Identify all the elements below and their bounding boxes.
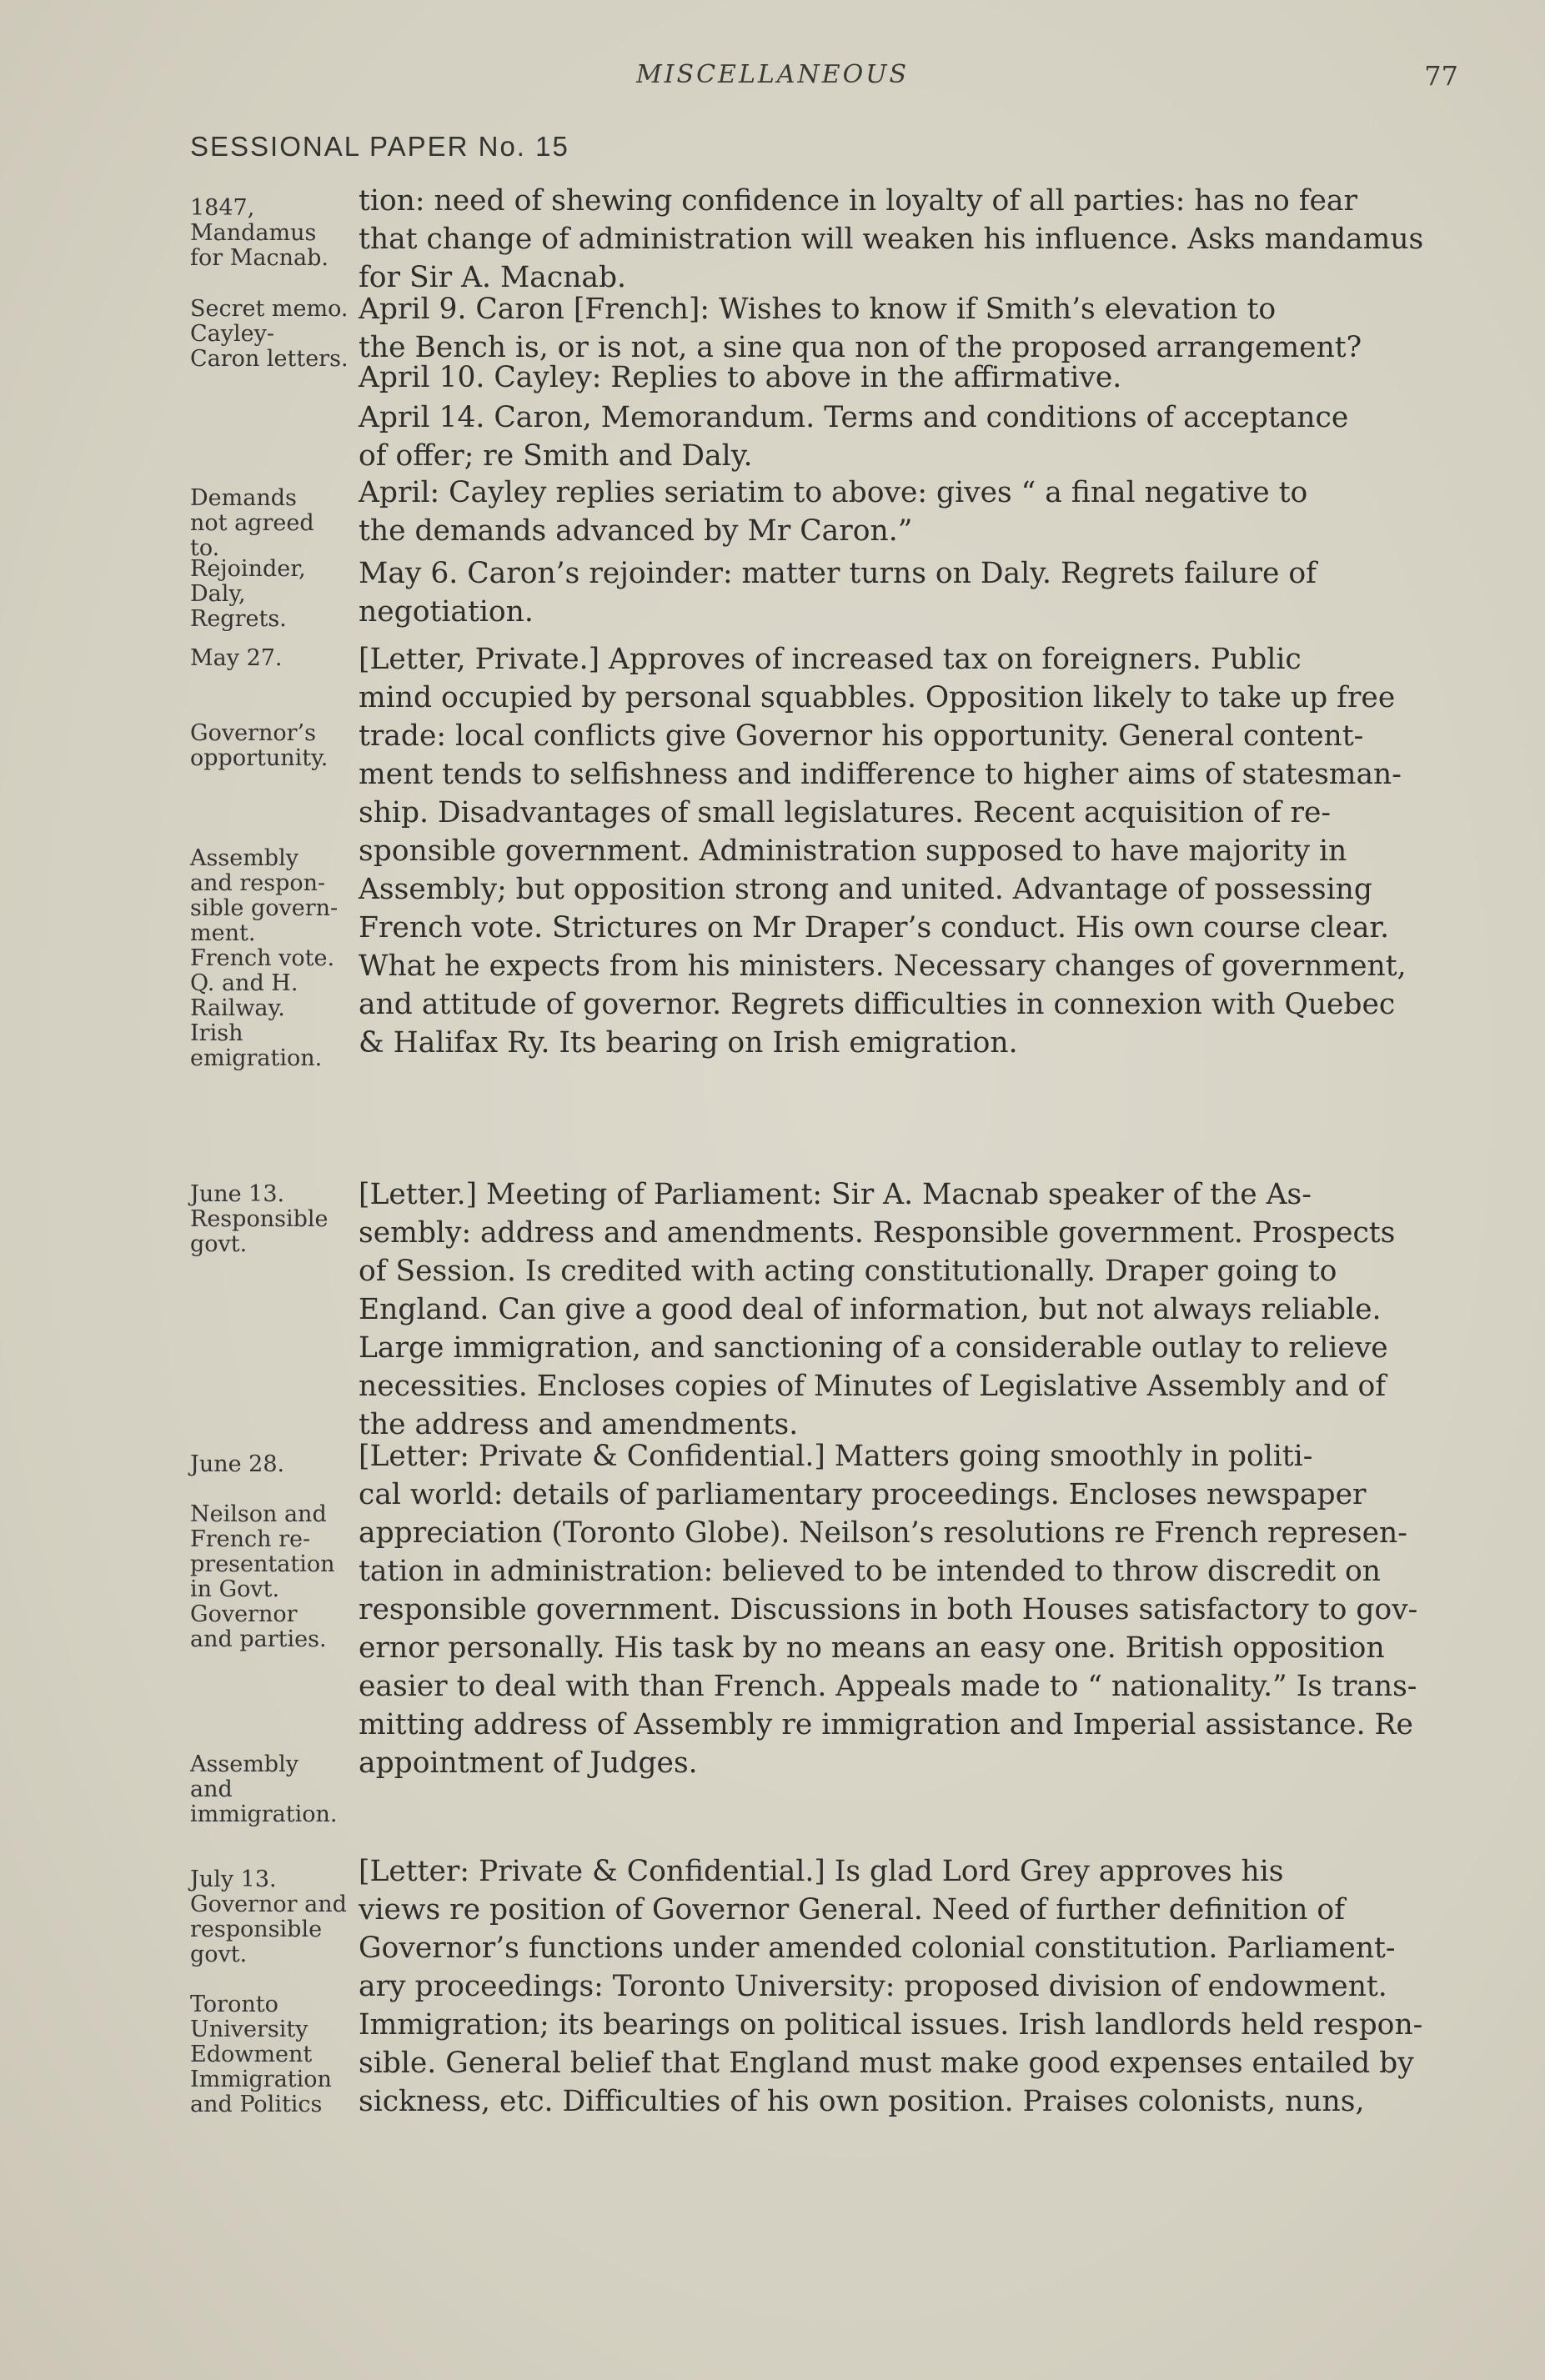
margin-note-line: Toronto [190,1992,278,2017]
text-line: April 10. Cayley: Replies to above in the affirmative. [359,361,1122,394]
margin-note-line [190,1652,361,1677]
margin-note-line: opportunity. [190,745,329,771]
text-line: ernor personally. His task by no means an easy one. British opposition [359,1631,1385,1665]
margin-note-line: University [190,2017,308,2042]
margin-note-line: Mandamus [190,220,317,246]
margin-note-line: not agreed [190,510,314,536]
margin-note-line: Responsible [190,1206,329,1232]
margin-note-line: Regrets. [190,606,287,632]
margin-note-line: French vote. [190,945,335,971]
text-line: for Sir A. Macnab. [359,261,627,294]
entry-paragraph [359,1437,1447,1782]
margin-note-line [190,1967,361,1992]
margin-note-line: Caron letters. [190,346,349,372]
margin-note-line: Governor and [190,1891,347,1917]
text-line: tion: need of shewing confidence in loyalty of all parties: has no fear [359,184,1357,218]
margin-note-line [190,1702,361,1727]
margin-note-line: to. [190,535,220,561]
margin-note [190,1452,361,1827]
margin-note-line: Neilson and [190,1501,327,1527]
margin-note-line [190,696,361,721]
text-line: necessities. Encloses copies of Minutes of Legislative Assembly and of [359,1370,1387,1403]
text-line: Immigration; its bearings on political issues. Irish landlords held respon- [359,2008,1423,2042]
margin-note-line: and Politics [190,2092,323,2117]
text-line: April: Cayley replies seriatim to above: gives “ a final negative to [359,476,1308,509]
margin-note-line: Secret memo. [190,296,349,322]
margin-note-line: Governor [190,1601,298,1627]
margin-note-line: Edowment [190,2042,313,2067]
text-line: & Halifax Ry. Its bearing on Irish emigration. [359,1026,1018,1060]
text-line: sponsible government. Administration supposed to have majority in [359,834,1347,868]
margin-note-line: and [190,1776,233,1802]
text-line: French vote. Strictures on Mr Draper’s conduct. His own course clear. [359,911,1390,944]
text-line: that change of administration will weaken his influence. Asks mandamus [359,223,1424,256]
entry-paragraph [359,398,1447,475]
margin-note-line: July 13. [190,1866,277,1892]
margin-note [190,196,361,271]
text-line: [Letter: Private & Confidential.] Is glad Lord Grey approves his [359,1855,1284,1888]
text-line: mitting address of Assembly re immigration and Imperial assistance. Re [359,1708,1413,1741]
text-line: sible. General belief that England must make good expenses entailed by [359,2047,1414,2080]
entry-paragraph [359,182,1447,297]
entry-paragraph [359,1852,1447,2121]
margin-note-line: ment. [190,920,256,946]
margin-note [190,1182,361,1257]
text-line: ment tends to selfishness and indifference to higher aims of statesman- [359,758,1402,791]
margin-note-line: 1847, [190,195,255,221]
margin-note-line: Assembly [190,845,298,871]
margin-note-line: govt. [190,1231,248,1257]
margin-note [190,646,361,1071]
margin-note-line [190,1477,361,1502]
margin-note-line: govt. [190,1942,248,1967]
text-line: ship. Disadvantages of small legislatures. Recent acquisition of re- [359,796,1332,829]
margin-note-line: and respon- [190,870,326,896]
text-line: views re position of Governor General. Need of further definition of [359,1893,1345,1927]
text-line: [Letter, Private.] Approves of increased tax on foreigners. Public [359,643,1302,676]
entry-paragraph [359,640,1447,1062]
text-line: of offer; re Smith and Daly. [359,439,753,473]
text-line: Large immigration, and sanctioning of a considerable outlay to relieve [359,1331,1388,1365]
margin-note-line: and parties. [190,1626,327,1652]
margin-note-line [190,796,361,821]
entry-paragraph [359,1175,1447,1444]
text-line: England. Can give a good deal of information, but not always reliable. [359,1293,1382,1326]
margin-note-line [190,821,361,846]
margin-note-line: Demands [190,485,297,511]
text-line: May 6. Caron’s rejoinder: matter turns on Daly. Regrets failure of [359,557,1317,590]
margin-note-line: June 28. [190,1451,285,1477]
text-line: responsible government. Discussions in both Houses satisfactory to gov- [359,1593,1418,1626]
margin-note-line: June 13. [190,1181,285,1207]
entry-paragraph [359,358,1447,397]
margin-note-line: for Macnab. [190,245,329,271]
margin-note-line [190,671,361,696]
margin-note-line: sible govern- [190,895,339,921]
margin-note-line: Governor’s [190,720,316,746]
margin-note-line: emigration. [190,1045,323,1071]
page-number: 77 [1424,60,1458,92]
text-line: of Session. Is credited with acting constitutionally. Draper going to [359,1255,1337,1288]
text-line: mind occupied by personal squabbles. Opposition likely to take up free [359,681,1396,714]
margin-note-line: Irish [190,1020,243,1046]
text-line: [Letter.] Meeting of Parliament: Sir A. Macnab speaker of the As- [359,1178,1312,1211]
text-line: negotiation. [359,595,534,629]
text-line: Governor’s functions under amended colonial constitution. Parliament- [359,1932,1396,1965]
margin-note-line: Q. and H. [190,970,298,996]
text-line: April 9. Caron [French]: Wishes to know if Smith’s elevation to [359,293,1277,326]
text-line: appreciation (Toronto Globe). Neilson’s resolutions re French represen- [359,1516,1407,1550]
text-line: cal world: details of parliamentary proceedings. Encloses newspaper [359,1478,1367,1511]
text-line: ary proceedings: Toronto University: proposed division of endowment. [359,1970,1387,2003]
margin-note-line: Assembly [190,1751,298,1777]
margin-note [190,486,361,561]
margin-note-line: Daly, [190,581,246,607]
margin-note-line: May 27. [190,645,283,671]
text-line: appointment of Judges. [359,1746,698,1780]
text-line: Assembly; but opposition strong and united. Advantage of possessing [359,873,1372,906]
text-line: the address and amendments. [359,1408,799,1441]
margin-note-line: Cayley- [190,321,274,347]
margin-note-line: Railway. [190,995,285,1021]
sessional-paper-label: SESSIONAL PAPER No. 15 [190,131,569,162]
text-line: [Letter: Private & Confidential.] Matters going smoothly in politi- [359,1440,1313,1473]
entry-paragraph [359,290,1447,367]
margin-note-line [190,771,361,796]
text-line: April 14. Caron, Memorandum. Terms and conditions of acceptance [359,401,1349,434]
margin-note-line [190,1727,361,1752]
margin-note [190,557,361,632]
margin-note-line: Immigration [190,2067,332,2092]
margin-note [190,1867,361,2117]
text-line: the Bench is, or is not, a sine qua non of the proposed arrangement? [359,331,1362,364]
text-line: trade: local conflicts give Governor his opportunity. General content- [359,719,1364,753]
text-line: the demands advanced by Mr Caron.” [359,514,913,548]
margin-note-line: presentation [190,1551,335,1577]
text-line: sickness, etc. Difficulties of his own position. Praises colonists, nuns, [359,2085,1365,2118]
margin-note [190,297,361,372]
text-line: easier to deal with than French. Appeals made to “ nationality.” Is trans- [359,1670,1417,1703]
margin-note-line: immigration. [190,1801,338,1827]
text-line: What he expects from his ministers. Necessary changes of government, [359,949,1407,983]
margin-note-line [190,1677,361,1702]
entry-paragraph [359,554,1447,631]
running-title: MISCELLANEOUS [635,60,910,89]
margin-note-line: in Govt. [190,1576,280,1602]
text-line: and attitude of governor. Regrets difficulties in connexion with Quebec [359,988,1396,1021]
margin-note-line: Rejoinder, [190,556,306,582]
text-line: sembly: address and amendments. Responsible government. Prospects [359,1216,1396,1250]
entry-paragraph [359,473,1447,550]
margin-note-line: responsible [190,1917,323,1942]
margin-note-line: French re- [190,1526,311,1552]
text-line: tation in administration: believed to be intended to throw discredit on [359,1555,1382,1588]
